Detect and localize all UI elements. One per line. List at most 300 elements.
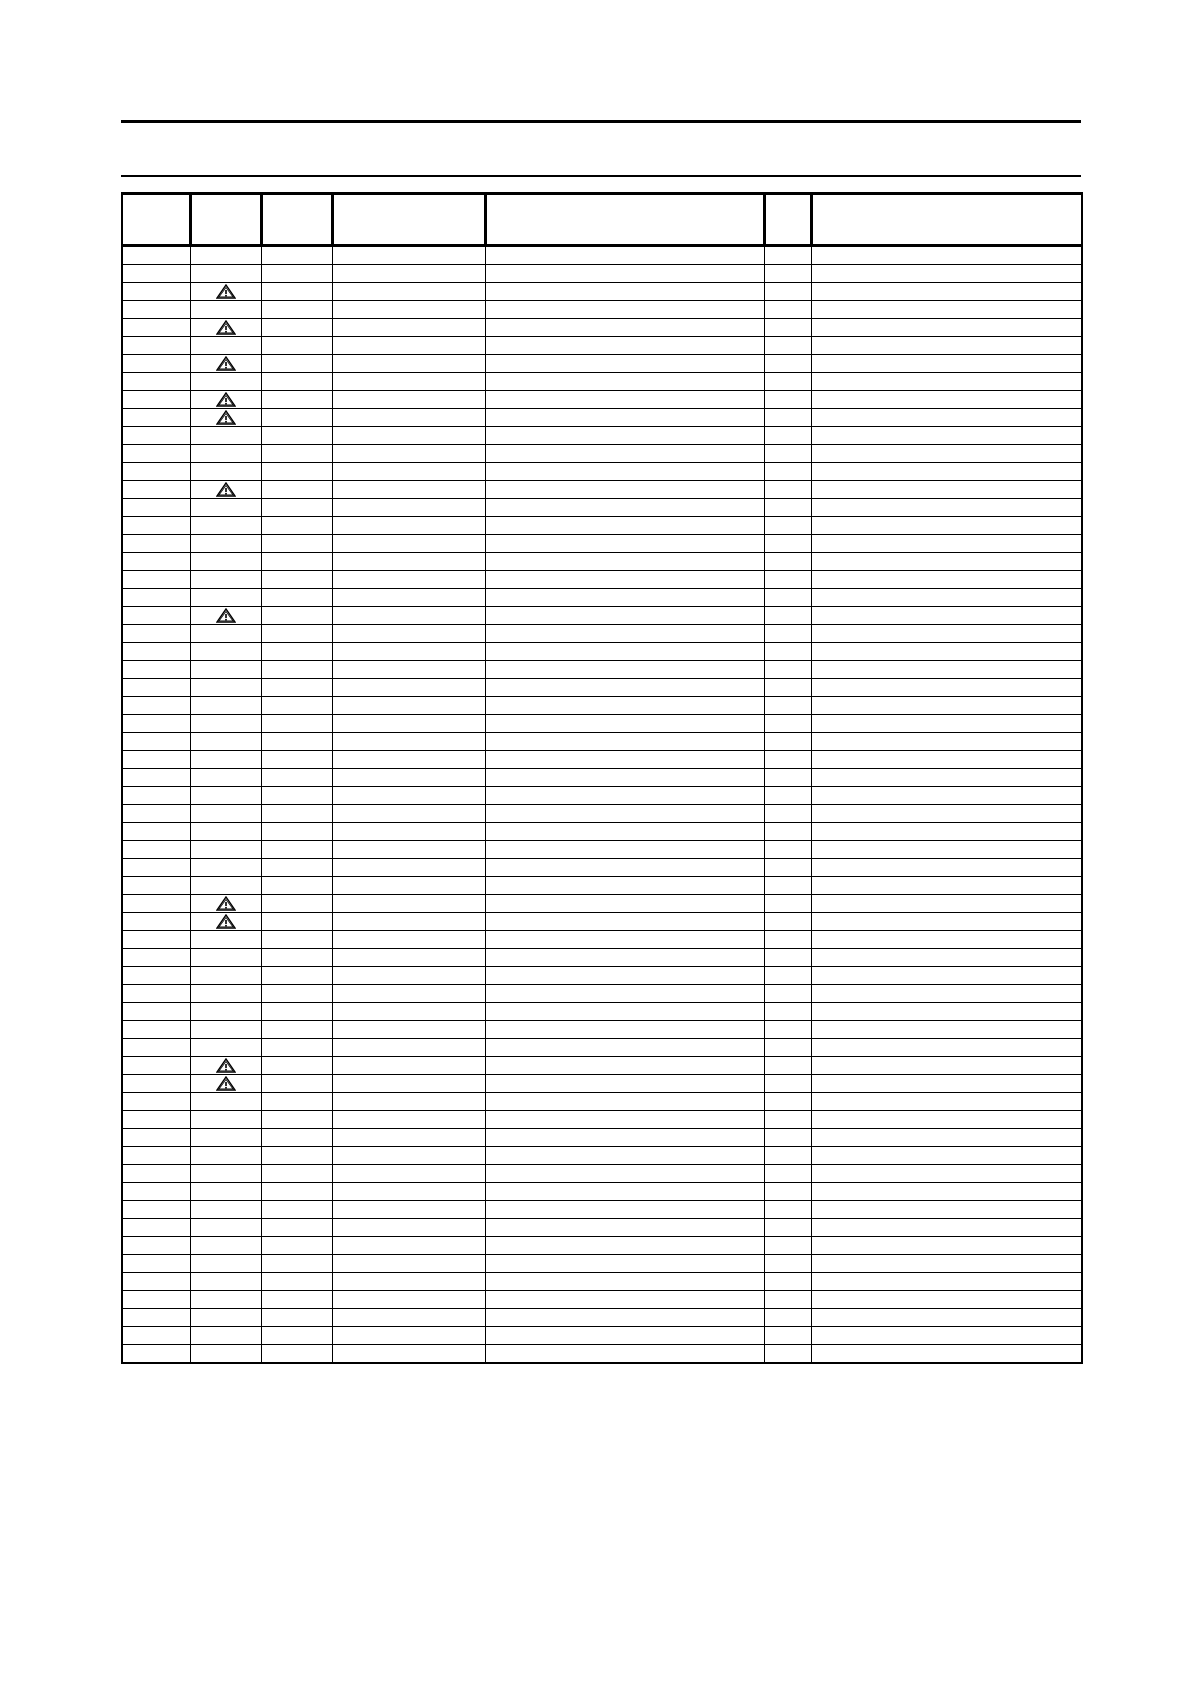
table-cell — [811, 517, 1082, 535]
table-cell — [485, 1201, 764, 1219]
table-row — [122, 571, 1082, 589]
table-cell — [811, 1111, 1082, 1129]
table-cell — [190, 1003, 261, 1021]
table-cell — [332, 589, 485, 607]
table-cell — [261, 1219, 332, 1237]
table-cell — [485, 391, 764, 409]
table-cell — [485, 877, 764, 895]
table-cell — [764, 985, 811, 1003]
table-cell — [122, 1111, 190, 1129]
table-cell — [764, 1345, 811, 1364]
table-cell — [122, 625, 190, 643]
table-cell — [764, 769, 811, 787]
table-cell — [485, 1345, 764, 1364]
table-cell — [332, 246, 485, 265]
table-cell — [485, 265, 764, 283]
table-cell — [261, 319, 332, 337]
table-cell — [122, 445, 190, 463]
table-cell — [485, 1111, 764, 1129]
table-cell — [764, 1291, 811, 1309]
table-cell — [332, 931, 485, 949]
table-cell — [332, 373, 485, 391]
table-cell — [764, 571, 811, 589]
table-cell — [332, 787, 485, 805]
column-header — [122, 194, 190, 246]
table-cell — [332, 1165, 485, 1183]
table-cell — [485, 1057, 764, 1075]
table-cell — [764, 967, 811, 985]
table-cell — [332, 715, 485, 733]
table-cell — [261, 1111, 332, 1129]
table-row — [122, 1345, 1082, 1364]
table-row — [122, 427, 1082, 445]
table-cell — [190, 967, 261, 985]
table-cell — [122, 1093, 190, 1111]
table-row — [122, 895, 1082, 913]
table-cell — [190, 661, 261, 679]
table-cell — [122, 1345, 190, 1364]
table-cell — [122, 481, 190, 499]
table-cell — [332, 1111, 485, 1129]
table-cell — [811, 679, 1082, 697]
table-row — [122, 337, 1082, 355]
table-row — [122, 535, 1082, 553]
table-cell — [122, 391, 190, 409]
table-cell — [261, 1327, 332, 1345]
table-cell — [332, 463, 485, 481]
table-cell — [261, 1273, 332, 1291]
table-row — [122, 553, 1082, 571]
table-cell — [122, 1183, 190, 1201]
table-cell — [190, 1165, 261, 1183]
table-cell — [261, 805, 332, 823]
table-row — [122, 1291, 1082, 1309]
table-cell — [811, 1273, 1082, 1291]
table-cell — [811, 246, 1082, 265]
table-cell — [764, 751, 811, 769]
table-cell — [764, 949, 811, 967]
table-cell — [332, 265, 485, 283]
table-cell — [122, 1057, 190, 1075]
table-cell — [190, 1075, 261, 1093]
table-cell — [261, 1093, 332, 1111]
table-cell — [122, 697, 190, 715]
table-cell — [190, 1219, 261, 1237]
table-cell — [122, 589, 190, 607]
table-cell — [811, 1201, 1082, 1219]
table-cell — [122, 1021, 190, 1039]
table-cell — [261, 445, 332, 463]
table-cell — [261, 1039, 332, 1057]
table-cell — [261, 409, 332, 427]
table-cell — [190, 859, 261, 877]
table-row — [122, 967, 1082, 985]
table-cell — [332, 949, 485, 967]
table-cell — [764, 1129, 811, 1147]
table-cell — [332, 535, 485, 553]
table-cell — [190, 1309, 261, 1327]
table-cell — [261, 553, 332, 571]
table-cell — [332, 769, 485, 787]
table-cell — [811, 643, 1082, 661]
table-cell — [332, 805, 485, 823]
table-cell — [485, 337, 764, 355]
table-cell — [261, 337, 332, 355]
table-cell — [485, 913, 764, 931]
table-cell — [122, 427, 190, 445]
table-cell — [190, 643, 261, 661]
table-cell — [485, 1021, 764, 1039]
warning-triangle-icon — [216, 482, 236, 497]
table-cell — [332, 697, 485, 715]
table-cell — [122, 1003, 190, 1021]
table-cell — [485, 427, 764, 445]
table-cell — [190, 751, 261, 769]
table-cell — [811, 553, 1082, 571]
table-cell — [261, 1291, 332, 1309]
table-cell — [764, 661, 811, 679]
table-cell — [485, 319, 764, 337]
table-cell — [811, 409, 1082, 427]
table-cell — [261, 859, 332, 877]
table-cell — [764, 373, 811, 391]
table-cell — [485, 1039, 764, 1057]
table-cell — [190, 1129, 261, 1147]
table-row — [122, 355, 1082, 373]
table-cell — [764, 265, 811, 283]
header-rule-top — [121, 120, 1081, 123]
warning-triangle-icon — [216, 608, 236, 623]
table-cell — [332, 355, 485, 373]
table-cell — [122, 1129, 190, 1147]
table-cell — [332, 859, 485, 877]
table-cell — [332, 1129, 485, 1147]
table-cell — [485, 859, 764, 877]
table-cell — [122, 1291, 190, 1309]
table-cell — [122, 301, 190, 319]
table-cell — [764, 1021, 811, 1039]
table-cell — [261, 1147, 332, 1165]
table-cell — [190, 1273, 261, 1291]
table-row — [122, 1147, 1082, 1165]
table-cell — [764, 301, 811, 319]
table-cell — [261, 895, 332, 913]
table-row — [122, 1075, 1082, 1093]
table-row — [122, 841, 1082, 859]
table-cell — [332, 607, 485, 625]
table-cell — [811, 841, 1082, 859]
table-cell — [811, 787, 1082, 805]
table-row — [122, 301, 1082, 319]
table-cell — [122, 859, 190, 877]
table-cell — [122, 751, 190, 769]
table-cell — [190, 823, 261, 841]
table-cell — [811, 751, 1082, 769]
table-cell — [485, 715, 764, 733]
table-cell — [811, 1219, 1082, 1237]
table-cell — [190, 769, 261, 787]
table-cell — [190, 1021, 261, 1039]
table-cell — [261, 283, 332, 301]
table-cell — [332, 283, 485, 301]
table-cell — [485, 499, 764, 517]
warning-triangle-icon — [216, 1058, 236, 1073]
table-cell — [122, 265, 190, 283]
table-cell — [261, 715, 332, 733]
table-cell — [122, 1273, 190, 1291]
table-row — [122, 607, 1082, 625]
table-cell — [190, 481, 261, 499]
table-cell — [764, 787, 811, 805]
table-cell — [764, 625, 811, 643]
table-cell — [811, 1003, 1082, 1021]
table-cell — [190, 913, 261, 931]
table-row — [122, 1165, 1082, 1183]
table-cell — [485, 246, 764, 265]
table-cell — [764, 319, 811, 337]
table-cell — [811, 661, 1082, 679]
table-row — [122, 1183, 1082, 1201]
table-cell — [811, 1147, 1082, 1165]
table-row — [122, 1003, 1082, 1021]
table-cell — [261, 733, 332, 751]
column-header — [485, 194, 764, 246]
table-cell — [261, 499, 332, 517]
table-cell — [261, 1165, 332, 1183]
table-cell — [764, 283, 811, 301]
table-cell — [122, 787, 190, 805]
table-cell — [332, 517, 485, 535]
table-cell — [764, 246, 811, 265]
table-cell — [485, 409, 764, 427]
table-row — [122, 751, 1082, 769]
table-cell — [764, 913, 811, 931]
table-cell — [485, 805, 764, 823]
table-cell — [261, 355, 332, 373]
table-cell — [261, 985, 332, 1003]
table-cell — [332, 445, 485, 463]
table-cell — [764, 463, 811, 481]
table-cell — [261, 661, 332, 679]
column-header — [811, 194, 1082, 246]
table-cell — [811, 1327, 1082, 1345]
table-cell — [764, 1111, 811, 1129]
table-cell — [190, 1183, 261, 1201]
table-cell — [811, 895, 1082, 913]
table-row — [122, 265, 1082, 283]
table-cell — [190, 1039, 261, 1057]
table-cell — [764, 355, 811, 373]
table-row — [122, 949, 1082, 967]
column-header — [332, 194, 485, 246]
table-cell — [122, 1075, 190, 1093]
table-cell — [485, 985, 764, 1003]
warning-triangle-icon — [216, 356, 236, 371]
table-cell — [261, 571, 332, 589]
table-cell — [190, 949, 261, 967]
table-cell — [485, 697, 764, 715]
table-cell — [190, 1093, 261, 1111]
table-cell — [190, 391, 261, 409]
warning-triangle-icon — [216, 896, 236, 911]
table-cell — [122, 733, 190, 751]
table-cell — [190, 1327, 261, 1345]
table-cell — [332, 751, 485, 769]
warning-triangle-icon — [216, 410, 236, 425]
table-cell — [122, 967, 190, 985]
table-cell — [811, 769, 1082, 787]
table-cell — [764, 1093, 811, 1111]
table-cell — [190, 265, 261, 283]
table-cell — [764, 391, 811, 409]
table-cell — [190, 931, 261, 949]
table-cell — [811, 859, 1082, 877]
table-cell — [811, 571, 1082, 589]
table-cell — [811, 913, 1082, 931]
table-row — [122, 697, 1082, 715]
table-cell — [485, 967, 764, 985]
table-cell — [811, 877, 1082, 895]
table-cell — [332, 553, 485, 571]
table-cell — [811, 463, 1082, 481]
table-cell — [811, 697, 1082, 715]
table-cell — [122, 877, 190, 895]
table-cell — [764, 1201, 811, 1219]
table-cell — [764, 823, 811, 841]
table-row — [122, 319, 1082, 337]
table-row — [122, 679, 1082, 697]
table-cell — [190, 1291, 261, 1309]
table-cell — [485, 1291, 764, 1309]
table-cell — [332, 1201, 485, 1219]
table-cell — [811, 1075, 1082, 1093]
table-row — [122, 823, 1082, 841]
table-cell — [811, 967, 1082, 985]
table-cell — [332, 1309, 485, 1327]
table-cell — [190, 805, 261, 823]
table-cell — [764, 499, 811, 517]
table-cell — [190, 697, 261, 715]
table-cell — [261, 949, 332, 967]
table-cell — [485, 301, 764, 319]
table-cell — [764, 517, 811, 535]
table-cell — [485, 787, 764, 805]
table-cell — [190, 607, 261, 625]
table-cell — [332, 1219, 485, 1237]
table-cell — [811, 1165, 1082, 1183]
table-cell — [811, 391, 1082, 409]
table-cell — [485, 373, 764, 391]
table-row — [122, 715, 1082, 733]
table-cell — [122, 805, 190, 823]
table-cell — [485, 589, 764, 607]
table-cell — [261, 751, 332, 769]
table-cell — [332, 985, 485, 1003]
table-cell — [122, 1309, 190, 1327]
table-cell — [485, 355, 764, 373]
table-row — [122, 517, 1082, 535]
table-cell — [261, 931, 332, 949]
table-cell — [332, 967, 485, 985]
table-cell — [811, 427, 1082, 445]
table-cell — [764, 445, 811, 463]
table-cell — [190, 445, 261, 463]
table-cell — [485, 1219, 764, 1237]
table-cell — [122, 337, 190, 355]
table-cell — [811, 949, 1082, 967]
table-cell — [811, 1309, 1082, 1327]
table-cell — [190, 319, 261, 337]
table-cell — [485, 1147, 764, 1165]
table-cell — [811, 535, 1082, 553]
table-cell — [261, 823, 332, 841]
table-cell — [261, 517, 332, 535]
table-cell — [485, 931, 764, 949]
table-cell — [190, 1147, 261, 1165]
table-cell — [122, 895, 190, 913]
table-cell — [190, 841, 261, 859]
table-cell — [811, 607, 1082, 625]
table-cell — [190, 877, 261, 895]
table-cell — [261, 1075, 332, 1093]
table-row — [122, 246, 1082, 265]
table-row — [122, 1111, 1082, 1129]
table-cell — [332, 1075, 485, 1093]
table-cell — [764, 1309, 811, 1327]
table-cell — [261, 877, 332, 895]
table-cell — [122, 553, 190, 571]
table-row — [122, 1237, 1082, 1255]
table-cell — [485, 1237, 764, 1255]
table-cell — [122, 985, 190, 1003]
table-cell — [190, 733, 261, 751]
table-cell — [190, 1111, 261, 1129]
table-cell — [485, 1309, 764, 1327]
table-cell — [122, 355, 190, 373]
table-row — [122, 1327, 1082, 1345]
table-cell — [764, 643, 811, 661]
warning-triangle-icon — [216, 914, 236, 929]
table-cell — [485, 1183, 764, 1201]
table-cell — [190, 715, 261, 733]
table-cell — [332, 661, 485, 679]
table-cell — [122, 1255, 190, 1273]
table-cell — [122, 283, 190, 301]
table-row — [122, 373, 1082, 391]
table-cell — [485, 841, 764, 859]
table-cell — [332, 1057, 485, 1075]
table-cell — [485, 1075, 764, 1093]
table-cell — [485, 949, 764, 967]
table-cell — [811, 823, 1082, 841]
table-cell — [764, 1165, 811, 1183]
table-cell — [190, 1201, 261, 1219]
table-cell — [332, 337, 485, 355]
table-cell — [811, 283, 1082, 301]
table-cell — [122, 571, 190, 589]
table-cell — [332, 841, 485, 859]
warning-triangle-icon — [216, 284, 236, 299]
table-cell — [190, 985, 261, 1003]
table-cell — [190, 679, 261, 697]
table-cell — [332, 499, 485, 517]
table-cell — [190, 427, 261, 445]
table-cell — [332, 895, 485, 913]
warning-triangle-icon — [216, 392, 236, 407]
table-cell — [190, 463, 261, 481]
table-cell — [190, 337, 261, 355]
table-cell — [261, 841, 332, 859]
